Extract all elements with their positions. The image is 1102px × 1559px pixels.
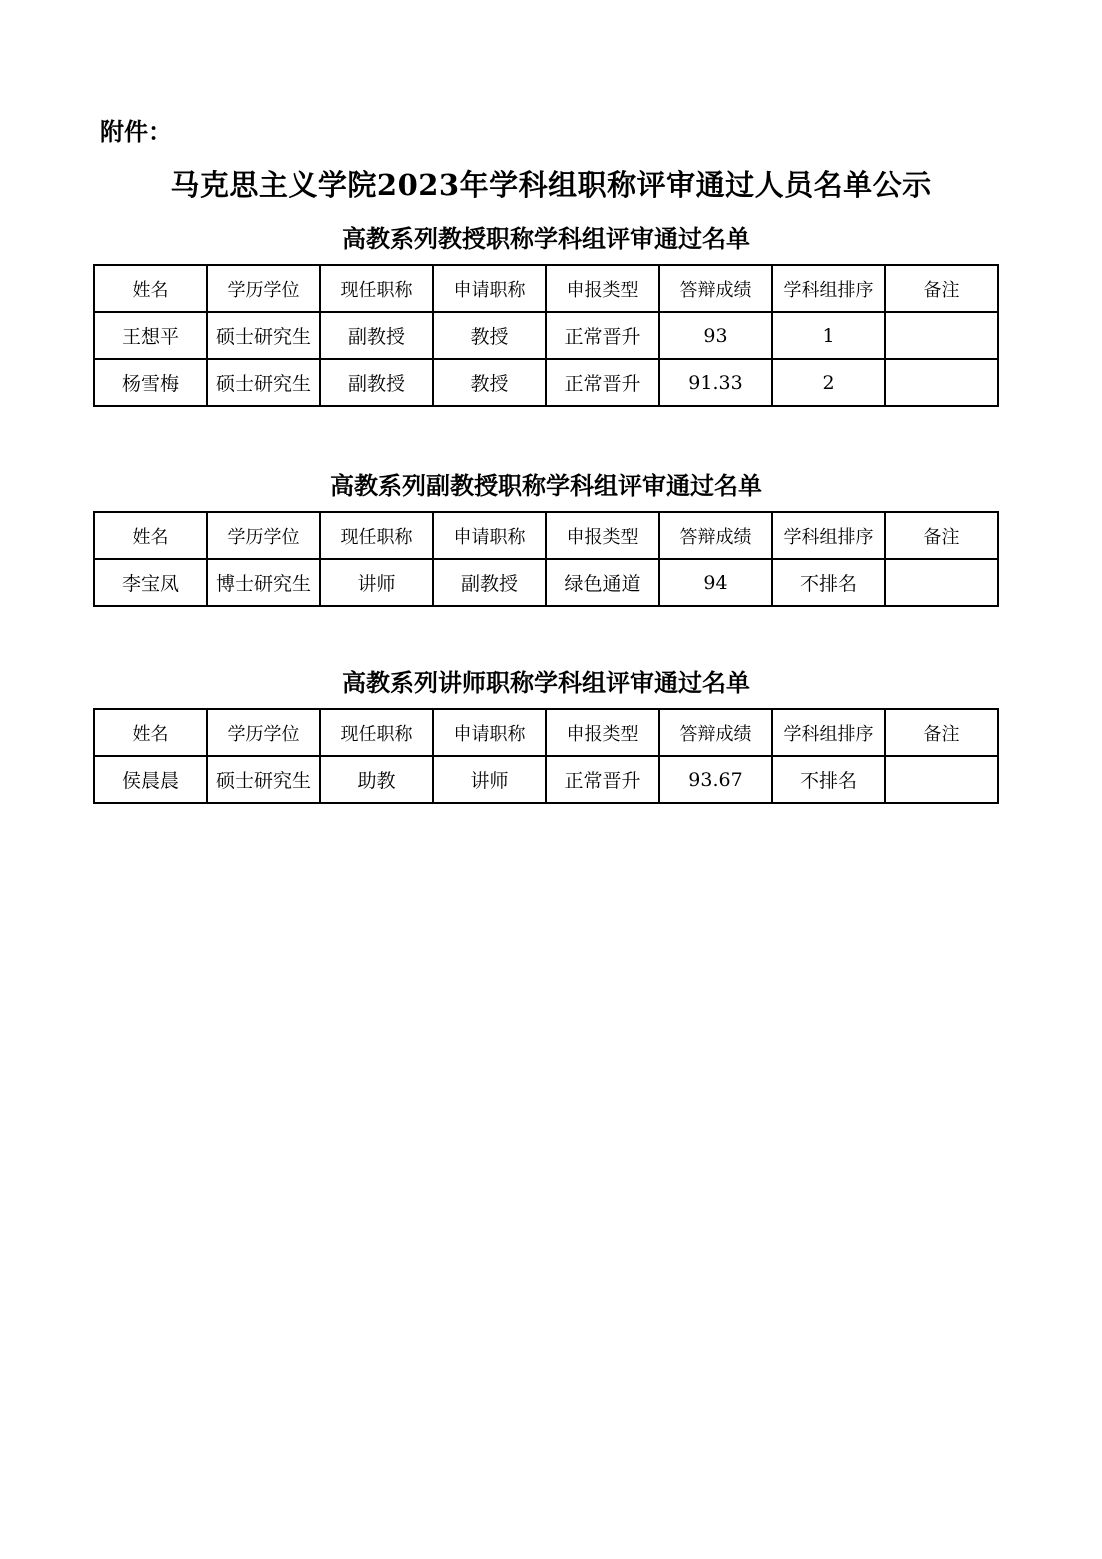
associate-professor-section	[93, 469, 999, 607]
header-applied-title: 申请职称	[433, 265, 546, 312]
cell-remarks	[885, 756, 998, 803]
header-remarks: 备注	[885, 265, 998, 312]
header-application-type: 申报类型	[546, 512, 659, 559]
table-row	[94, 359, 998, 406]
cell-name: 王想平	[94, 312, 207, 359]
cell-application-type: 正常晋升	[546, 312, 659, 359]
cell-education: 硕士研究生	[207, 756, 320, 803]
header-education: 学历学位	[207, 512, 320, 559]
header-education: 学历学位	[207, 265, 320, 312]
header-applied-title: 申请职称	[433, 512, 546, 559]
cell-ranking: 不排名	[772, 559, 885, 606]
header-ranking: 学科组排序	[772, 512, 885, 559]
header-application-type: 申报类型	[546, 709, 659, 756]
lecturer-table	[93, 708, 999, 804]
header-current-title: 现任职称	[320, 512, 433, 559]
header-name: 姓名	[94, 512, 207, 559]
professor-section	[93, 222, 999, 407]
table-row	[94, 559, 998, 606]
cell-remarks	[885, 359, 998, 406]
header-ranking: 学科组排序	[772, 709, 885, 756]
header-name: 姓名	[94, 709, 207, 756]
cell-remarks	[885, 312, 998, 359]
section-title: 高教系列副教授职称学科组评审通过名单	[330, 471, 762, 500]
section-title: 高教系列教授职称学科组评审通过名单	[342, 224, 750, 253]
table-row	[94, 756, 998, 803]
cell-name: 李宝凤	[94, 559, 207, 606]
table-header-row	[94, 709, 998, 756]
cell-defense-score: 91.33	[659, 359, 772, 406]
header-current-title: 现任职称	[320, 709, 433, 756]
cell-remarks	[885, 559, 998, 606]
header-applied-title: 申请职称	[433, 709, 546, 756]
section-title: 高教系列讲师职称学科组评审通过名单	[342, 668, 750, 697]
cell-applied-title: 讲师	[433, 756, 546, 803]
cell-ranking: 不排名	[772, 756, 885, 803]
cell-education: 硕士研究生	[207, 312, 320, 359]
cell-current-title: 讲师	[320, 559, 433, 606]
page-title: 马克思主义学院2023年学科组职称评审通过人员名单公示	[170, 168, 932, 202]
cell-education: 博士研究生	[207, 559, 320, 606]
cell-application-type: 绿色通道	[546, 559, 659, 606]
cell-current-title: 副教授	[320, 312, 433, 359]
cell-education: 硕士研究生	[207, 359, 320, 406]
header-defense-score: 答辩成绩	[659, 709, 772, 756]
table-header-row	[94, 512, 998, 559]
cell-ranking: 2	[772, 359, 885, 406]
cell-name: 杨雪梅	[94, 359, 207, 406]
cell-applied-title: 教授	[433, 359, 546, 406]
associate-professor-table	[93, 511, 999, 607]
attachment-label: 附件：	[100, 118, 172, 146]
header-application-type: 申报类型	[546, 265, 659, 312]
header-name: 姓名	[94, 265, 207, 312]
header-defense-score: 答辩成绩	[659, 265, 772, 312]
cell-current-title: 助教	[320, 756, 433, 803]
header-current-title: 现任职称	[320, 265, 433, 312]
header-remarks: 备注	[885, 709, 998, 756]
cell-application-type: 正常晋升	[546, 359, 659, 406]
cell-application-type: 正常晋升	[546, 756, 659, 803]
cell-applied-title: 教授	[433, 312, 546, 359]
professor-table	[93, 264, 999, 407]
lecturer-section	[93, 666, 999, 804]
header-remarks: 备注	[885, 512, 998, 559]
cell-ranking: 1	[772, 312, 885, 359]
cell-applied-title: 副教授	[433, 559, 546, 606]
header-education: 学历学位	[207, 709, 320, 756]
cell-defense-score: 93.67	[659, 756, 772, 803]
cell-name: 侯晨晨	[94, 756, 207, 803]
header-ranking: 学科组排序	[772, 265, 885, 312]
header-defense-score: 答辩成绩	[659, 512, 772, 559]
cell-current-title: 副教授	[320, 359, 433, 406]
table-row	[94, 312, 998, 359]
cell-defense-score: 93	[659, 312, 772, 359]
cell-defense-score: 94	[659, 559, 772, 606]
table-header-row	[94, 265, 998, 312]
